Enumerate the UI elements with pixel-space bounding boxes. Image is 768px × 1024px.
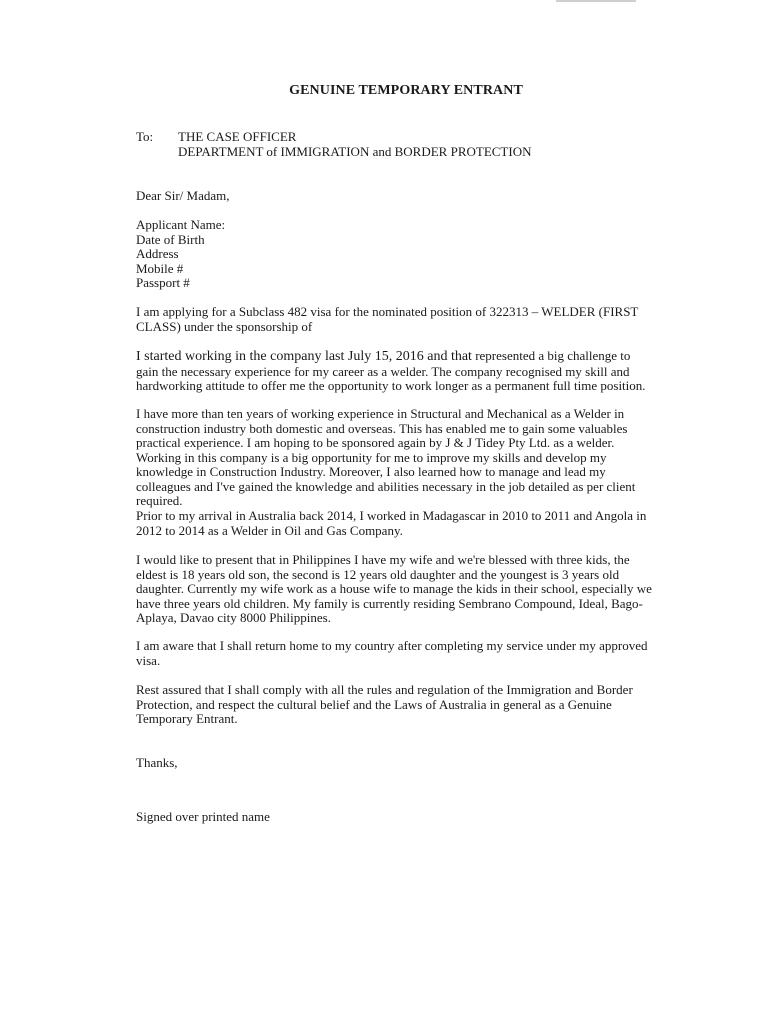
detail-passport: Passport # [136, 275, 190, 290]
letter-title: GENUINE TEMPORARY ENTRANT [289, 83, 523, 98]
paragraph-family [136, 553, 656, 626]
salutation: Dear Sir/ Madam, [136, 188, 230, 203]
paragraph-return-home [136, 639, 656, 668]
addressee-lines [178, 129, 531, 159]
paragraph-text: I have more than ten years of working experience in Structural and Mechanical as a Welder in construction industry both domestic and overseas. This has enabled me to gain some valuables practical experience. I am hoping to be sponsored again by J & J Tidey Pty Ltd. as a welder. Working in this company is a big opportunity for me to improve my skills and develop my knowledge in Construction Industry. Moreover, I also learned how to manage and lead my colleagues and I've gained the knowledge and abilities necessary in the job detailed as per client required. [136, 406, 636, 508]
addressee-line-department: DEPARTMENT of IMMIGRATION and BORDER PROTECTION [178, 144, 532, 159]
scan-artifact [556, 0, 636, 2]
paragraph-text: I would like to present that in Philippines I have my wife and we're blessed with three kids, the eldest is 18 years old son, the second is 12 years old daughter and the youngest is 3 years old daughter. Currently my wife work as a house wife to manage the kids in their school, especially we have three years old children. My family is currently residing Sembrano Compound, Ideal, Bago-Aplaya, Davao city 8000 Philippines. [136, 552, 652, 625]
paragraph-text: I am aware that I shall return home to my country after completing my service under my approved visa. [136, 638, 648, 668]
detail-mobile: Mobile # [136, 260, 184, 276]
paragraph-text: I am applying for a Subclass 482 visa for the nominated position of 322313 – WELDER (FIRST CLASS) under the sponsorship of [136, 304, 639, 334]
detail-applicant-name: Applicant Name: [136, 217, 226, 232]
paragraph-experience [136, 407, 656, 509]
paragraph-work-start [136, 349, 656, 394]
closing: Thanks, [136, 755, 178, 770]
paragraph-text: represented a big challenge to gain the necessary experience for my career as a welder. The company recognised my skill and hardworking attitude to offer me the opportunity to work longer as a permanent full time position. [136, 348, 646, 393]
paragraph-text: Rest assured that I shall comply with all the rules and regulation of the Immigration and Border Protection, and respect the cultural belief and the Laws of Australia in general as a Genuine Temporary Entrant. [136, 682, 633, 726]
applicant-details [136, 218, 656, 291]
signature-line: Signed over printed name [136, 809, 270, 824]
detail-date-of-birth: Date of Birth [136, 231, 205, 247]
paragraph-visa-application [136, 305, 656, 334]
detail-address: Address [136, 246, 179, 261]
paragraph-prior-work [136, 509, 656, 538]
to-label: To: [136, 129, 154, 144]
paragraph-lead: I started working in the company last July 15, 2016 and that [136, 349, 472, 364]
paragraph-text: Prior to my arrival in Australia back 2014, I worked in Madagascar in 2010 to 2011 and Angola in 2012 to 2014 as a Welder in Oil and Gas Company. [136, 508, 647, 538]
addressee-line-officer: THE CASE OFFICER [178, 129, 297, 144]
paragraph-compliance [136, 683, 656, 727]
